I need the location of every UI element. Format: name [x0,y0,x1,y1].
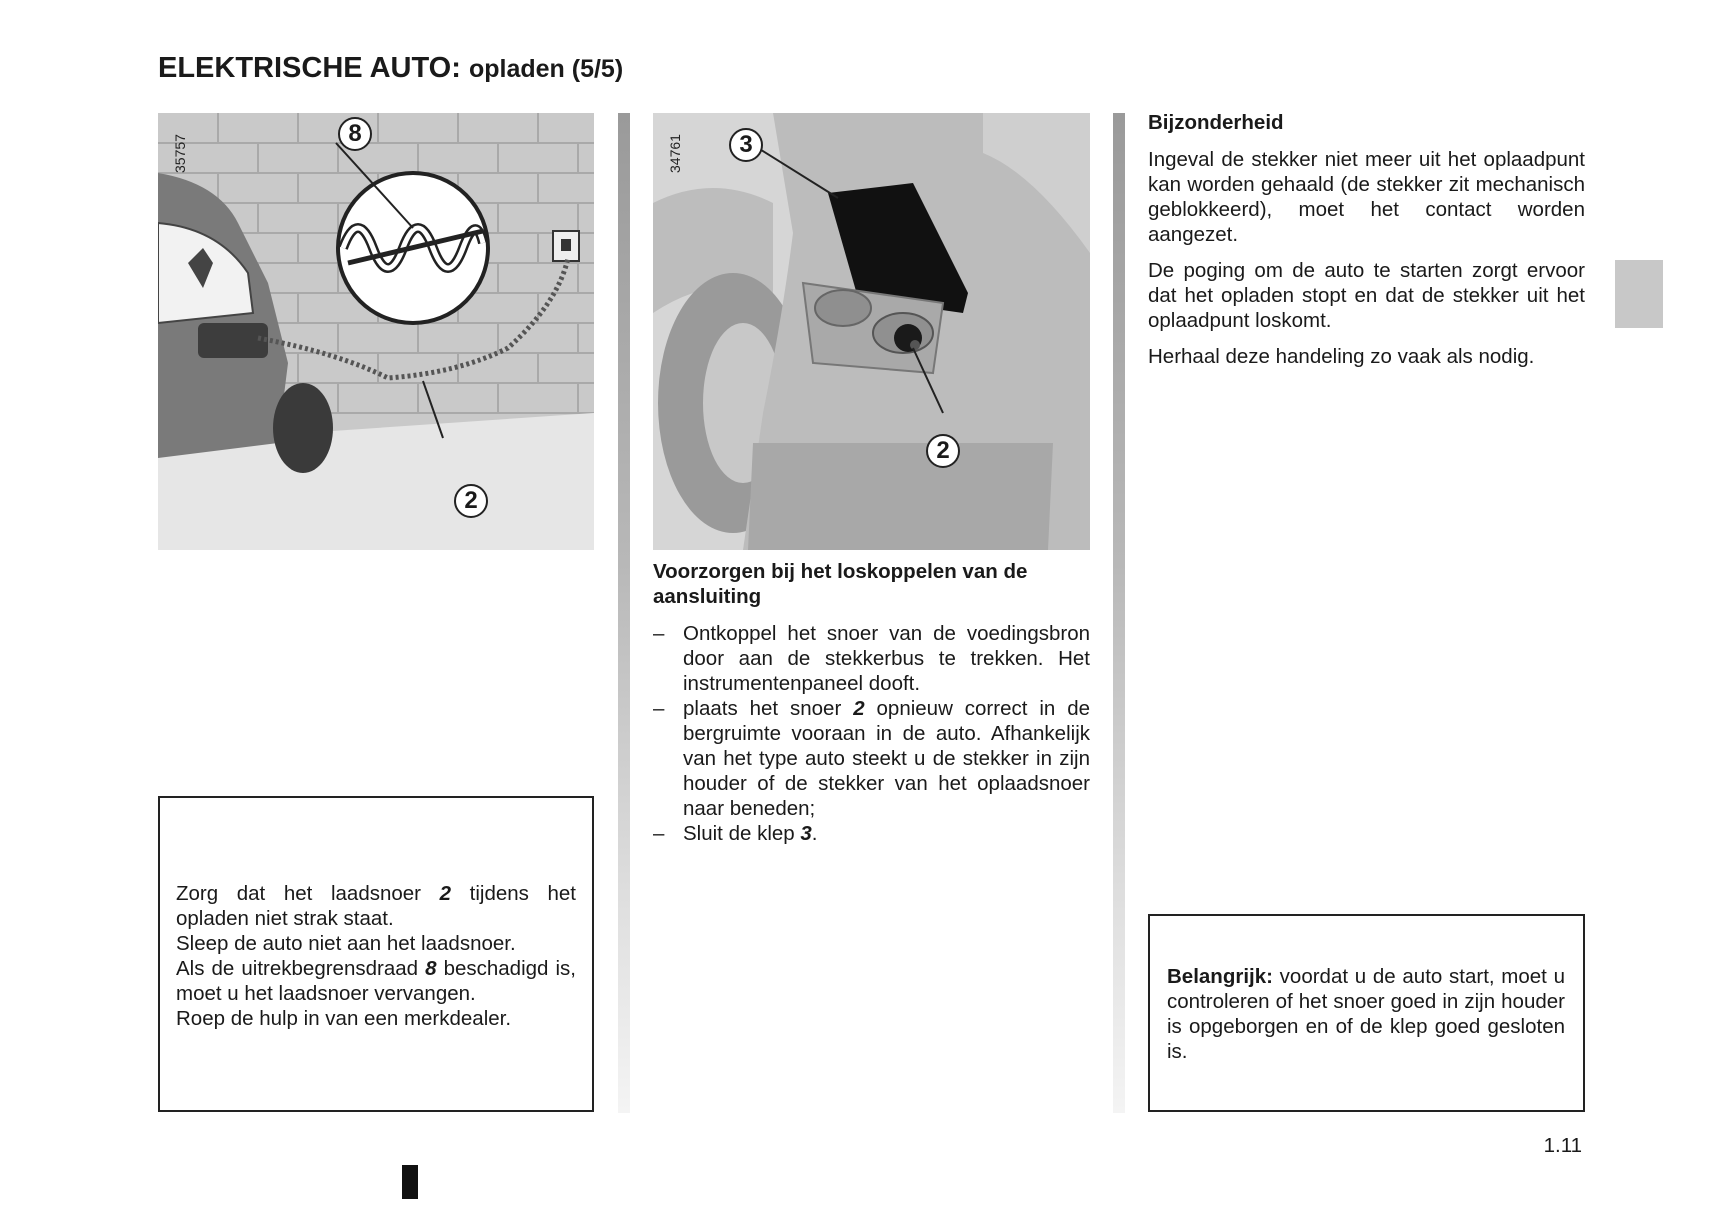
paragraph: De poging om de auto te starten zorgt ervoor dat het opladen stopt en dat de stekker uit het oplaadpunt loskomt. [1148,259,1585,332]
section-tab [1615,260,1663,328]
warning-line-1: Zorg dat het laadsnoer 2 tijdens het opladen niet strak staat. [176,882,577,930]
figure-left-illustration [158,113,594,550]
callout-2-left: 2 [454,484,488,518]
middle-list-wrap [653,621,1090,846]
figure-left-number: 35757 [172,134,188,173]
title-sub: opladen (5/5) [468,55,624,83]
page-title [158,52,623,85]
right-paragraphs [1148,147,1585,369]
callout-2-middle: 2 [926,434,960,468]
callout-8-left: 8 [338,117,372,151]
list-item: – Ontkoppel het snoer van de voedingsbron door aan de stekkerbus te trekken. Het instrumentenpaneel dooft. [653,621,1090,696]
warning-line-4: Roep de hulp in van een merkdealer. [176,1007,512,1030]
important-box [1148,914,1585,1112]
ref-flap-3: 3 [800,822,812,845]
right-heading: Bijzonderheid [1148,111,1284,134]
figure-middle-illustration [653,113,1090,550]
disconnect-steps-list [653,621,1090,846]
important-body: voordat u de auto start, moet u controleren of het snoer goed in zijn houder is opgeborgen en of de klep goed gesloten is. [1167,965,1565,1063]
callout-3-middle: 3 [729,128,763,162]
figure-middle [653,113,1090,550]
warning-line-2: Sleep de auto niet aan het laadsnoer. [176,932,516,955]
paragraph: Herhaal deze handeling zo vaak als nodig. [1148,345,1535,368]
page-number: 1.11 [1543,1134,1582,1157]
ref-cable-2: 2 [853,697,865,720]
title-main: ELEKTRISCHE AUTO: [158,52,461,84]
column-divider-1 [618,113,630,1113]
important-text [1167,964,1565,1064]
list-item: – Sluit de klep 3. [653,821,1090,846]
print-mark [402,1165,418,1199]
ref-cable-2: 2 [439,882,452,905]
figure-left [158,113,594,550]
middle-heading: Voorzorgen bij het loskoppelen van de aansluiting [653,560,1028,608]
warning-text [176,881,576,1031]
paragraph: Ingeval de stekker niet meer uit het oplaadpunt kan worden gehaald (de stekker zit mechanisch geblokkeerd), moet het contact worden aangezet. [1148,148,1585,246]
warning-box [158,796,594,1112]
list-item: – plaats het snoer 2 opnieuw correct in de bergruimte vooraan in de auto. Afhankelijk van het type auto steekt u de stekker in zijn houder of de stekker van het oplaadsnoer naar beneden; [653,696,1090,821]
warning-line-3: Als de uitrekbegrensdraad 8 beschadigd is, moet u het laadsnoer vervangen. [176,957,576,1005]
ref-wire-8: 8 [425,957,437,980]
important-label: Belangrijk: [1167,965,1273,988]
column-divider-2 [1113,113,1125,1113]
figure-middle-number: 34761 [667,134,683,173]
